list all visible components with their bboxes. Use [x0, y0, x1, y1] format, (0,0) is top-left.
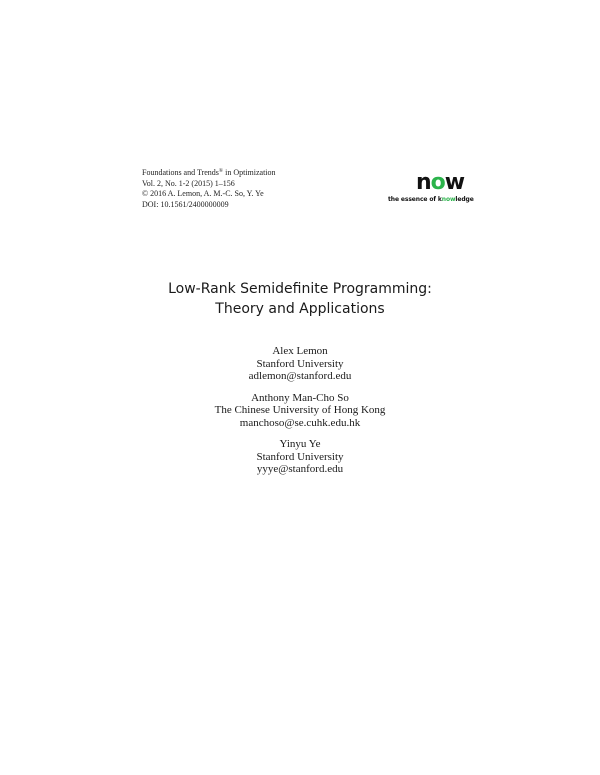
author-block	[0, 345, 600, 383]
author-name: Yinyu Ye	[279, 438, 321, 450]
registered-mark: ®	[218, 168, 224, 174]
paper-title	[0, 279, 600, 319]
volume-line: Vol. 2, No. 1-2 (2015) 1–156	[142, 178, 235, 188]
journal-field: in Optimization	[223, 168, 276, 177]
author-email: manchoso@se.cuhk.edu.hk	[239, 416, 361, 429]
author-block	[0, 392, 600, 430]
logo-letter-o: o	[430, 170, 445, 195]
author-block	[0, 438, 600, 476]
author-affiliation: Stanford University	[256, 357, 344, 370]
journal-line	[142, 166, 276, 179]
logo-wordmark	[416, 172, 464, 194]
author-list	[0, 345, 600, 485]
journal-name: Foundations and Trends	[142, 168, 219, 177]
title-line-2: Theory and Applications	[215, 301, 385, 317]
author-affiliation: Stanford University	[256, 450, 344, 463]
author-affiliation: The Chinese University of Hong Kong	[214, 404, 386, 416]
now-publishers-logo	[388, 172, 472, 206]
copyright-line: © 2016 A. Lemon, A. M.-C. So, Y. Ye	[142, 189, 264, 198]
logo-tagline	[388, 196, 474, 203]
author-email: adlemon@stanford.edu	[248, 370, 352, 382]
author-name: Anthony Man-Cho So	[251, 391, 349, 404]
author-name: Alex Lemon	[272, 345, 328, 357]
author-email: yyye@stanford.edu	[256, 463, 344, 475]
tagline-highlight: now	[441, 196, 456, 203]
tagline-post: ledge	[455, 196, 474, 203]
publication-info	[142, 166, 276, 210]
doi-line: DOI: 10.1561/2400000009	[142, 199, 229, 209]
logo-letter-w: w	[444, 170, 465, 195]
title-line-1: Low-Rank Semidefinite Programming:	[168, 281, 432, 297]
logo-letter-n: n	[416, 170, 431, 195]
tagline-pre: the essence of k	[388, 196, 442, 203]
